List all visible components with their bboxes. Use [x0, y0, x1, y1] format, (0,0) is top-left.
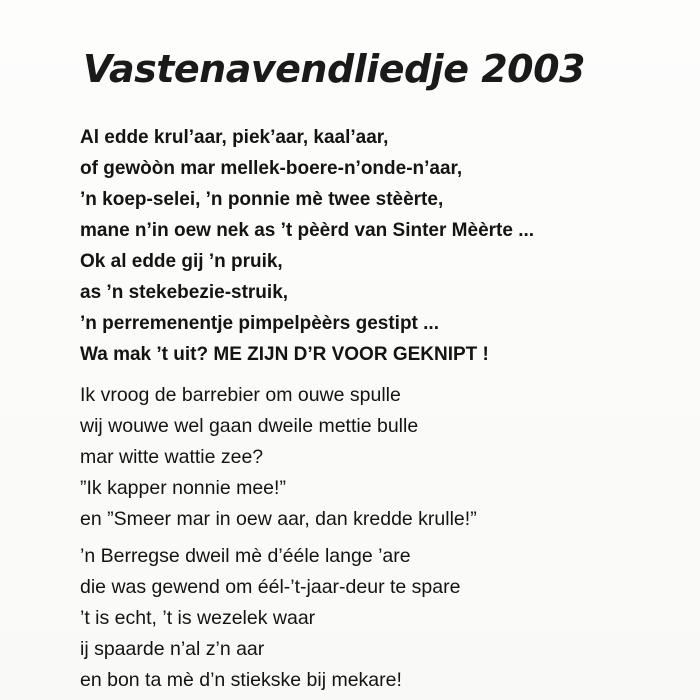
verse-line: ij spaarde n’al z’n aar	[80, 638, 265, 660]
verse-line: Ok al edde gij ’n pruik,	[80, 251, 283, 272]
verse-line: Ik vroog de barrebier om ouwe spulle	[80, 384, 401, 406]
document-title: Vastenavendliedje 2003	[83, 47, 585, 91]
verse-line: as ’n stekebezie-struik,	[80, 282, 289, 303]
verse-line: mane n’in oew nek as ’t pèèrd van Sinter Mèèrte ...	[80, 220, 535, 241]
verse-line: Al edde krul’aar, piek’aar, kaal’aar,	[80, 127, 389, 148]
verse-line: of gewòòn mar mellek-boere-n’onde-n’aar,	[80, 158, 463, 179]
verse-line: wij wouwe wel gaan dweile mettie bulle	[80, 415, 419, 437]
verse-line: ”Ik kapper nonnie mee!”	[80, 477, 286, 499]
verse-line: ’t is echt, ’t is wezelek waar	[80, 607, 316, 629]
verse-line: Wa mak ’t uit? ME ZIJN D’R VOOR GEKNIPT !	[80, 344, 489, 365]
stanza-1	[80, 122, 534, 370]
verse-line: en bon ta mè d’n stiekske bij mekare!	[80, 669, 402, 691]
verse-line: ’n koep-selei, ’n ponnie mè twee stèèrte,	[80, 189, 444, 210]
verse-line: mar witte wattie zee?	[80, 446, 264, 468]
verse-line: en ”Smeer mar in oew aar, dan kredde krulle!”	[80, 508, 477, 530]
verse-line: ’n Berregse dweil mè d’ééle lange ’are	[80, 545, 411, 567]
verse-line: die was gewend om éél-’t-jaar-deur te spare	[80, 576, 461, 598]
stanza-2	[80, 380, 477, 535]
stanza-3	[80, 541, 460, 696]
verse-line: ’n perremenentje pimpelpèèrs gestipt ...	[80, 313, 439, 334]
